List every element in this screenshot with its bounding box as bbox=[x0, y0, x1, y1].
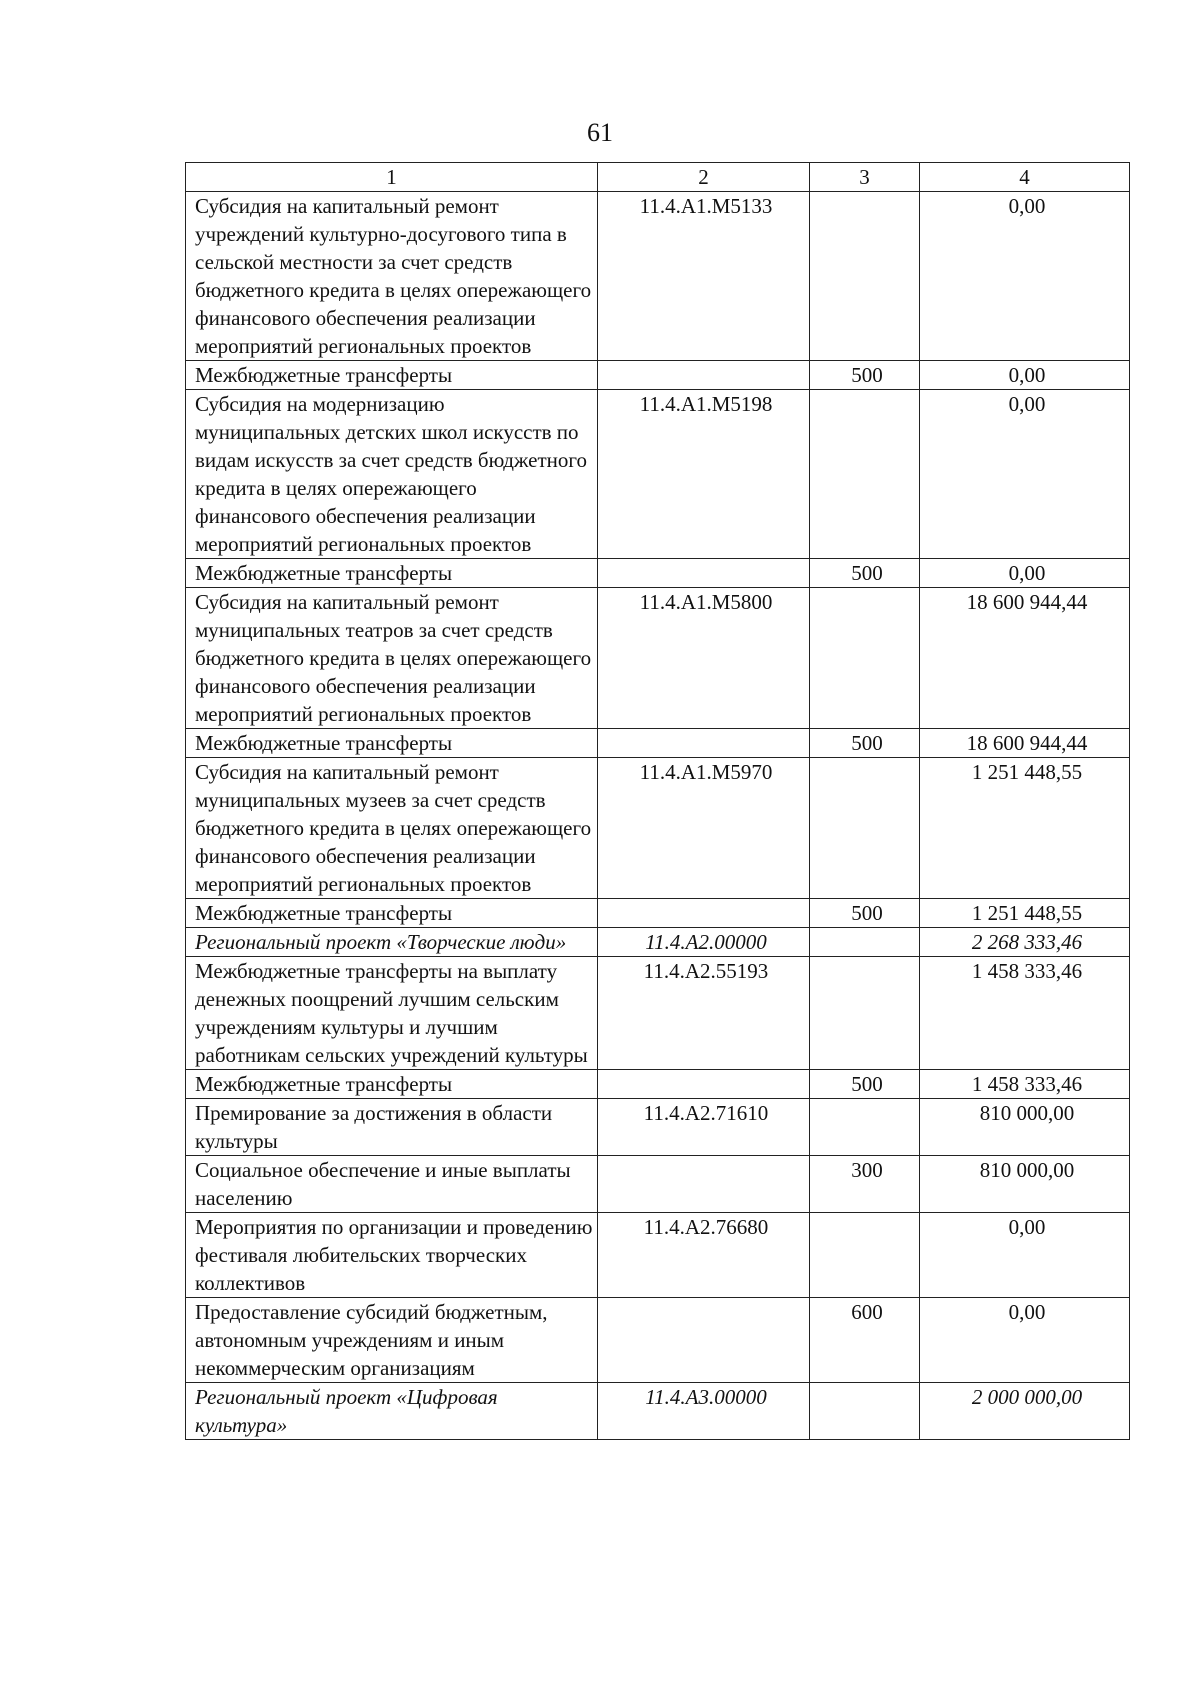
row-code-cell bbox=[598, 729, 810, 758]
row-type-cell bbox=[810, 588, 920, 729]
row-type-cell bbox=[810, 1213, 920, 1298]
table-row bbox=[186, 361, 1130, 390]
header-cell-1: 1 bbox=[186, 163, 598, 192]
row-type-cell: 500 bbox=[810, 1070, 920, 1099]
budget-table bbox=[185, 162, 1130, 1440]
row-name-cell: Межбюджетные трансферты bbox=[186, 361, 598, 390]
header-cell-4: 4 bbox=[920, 163, 1130, 192]
table-row bbox=[186, 1156, 1130, 1213]
row-type-cell bbox=[810, 758, 920, 899]
table-row bbox=[186, 1099, 1130, 1156]
row-code-cell: 11.4.A1.M5970 bbox=[598, 758, 810, 899]
row-amount-cell: 0,00 bbox=[920, 361, 1130, 390]
row-type-cell: 500 bbox=[810, 729, 920, 758]
row-name-cell: Межбюджетные трансферты на выплату денежных поощрений лучшим сельским учреждениям культуры и лучшим работникам сельских учреждений культуры bbox=[186, 957, 598, 1070]
row-name-cell: Субсидия на капитальный ремонт муниципальных музеев за счет средств бюджетного кредита в целях опережающего финансового обеспечения реализации мероприятий региональных проектов bbox=[186, 758, 598, 899]
row-amount-cell: 2 000 000,00 bbox=[920, 1383, 1130, 1440]
row-name-cell: Межбюджетные трансферты bbox=[186, 729, 598, 758]
page-number: 61 bbox=[587, 118, 613, 147]
row-type-cell bbox=[810, 192, 920, 361]
row-name-cell: Субсидия на капитальный ремонт муниципальных театров за счет средств бюджетного кредита в целях опережающего финансового обеспечения реализации мероприятий региональных проектов bbox=[186, 588, 598, 729]
row-code-cell: 11.4.A2.76680 bbox=[598, 1213, 810, 1298]
table-row bbox=[186, 1383, 1130, 1440]
row-name-cell: Премирование за достижения в области культуры bbox=[186, 1099, 598, 1156]
row-code-cell bbox=[598, 1156, 810, 1213]
header-cell-3: 3 bbox=[810, 163, 920, 192]
row-amount-cell: 0,00 bbox=[920, 390, 1130, 559]
row-name-cell: Социальное обеспечение и иные выплаты населению bbox=[186, 1156, 598, 1213]
row-name-cell: Субсидия на модернизацию муниципальных детских школ искусств по видам искусств за счет средств бюджетного кредита в целях опережающего финансового обеспечения реализации мероприятий региональных проектов bbox=[186, 390, 598, 559]
row-code-cell bbox=[598, 899, 810, 928]
row-amount-cell: 810 000,00 bbox=[920, 1099, 1130, 1156]
row-code-cell: 11.4.A1.M5800 bbox=[598, 588, 810, 729]
row-code-cell: 11.4.A1.M5198 bbox=[598, 390, 810, 559]
row-code-cell: 11.4.A3.00000 bbox=[598, 1383, 810, 1440]
table-row bbox=[186, 729, 1130, 758]
table-row bbox=[186, 588, 1130, 729]
header-cell-2: 2 bbox=[598, 163, 810, 192]
table-row bbox=[186, 390, 1130, 559]
table-row bbox=[186, 758, 1130, 899]
row-amount-cell: 18 600 944,44 bbox=[920, 588, 1130, 729]
table-row bbox=[186, 1298, 1130, 1383]
row-code-cell bbox=[598, 1070, 810, 1099]
row-amount-cell: 1 251 448,55 bbox=[920, 899, 1130, 928]
row-type-cell bbox=[810, 928, 920, 957]
row-type-cell: 300 bbox=[810, 1156, 920, 1213]
row-name-cell: Субсидия на капитальный ремонт учреждений культурно-досугового типа в сельской местности за счет средств бюджетного кредита в целях опережающего финансового обеспечения реализации мероприятий региональных проектов bbox=[186, 192, 598, 361]
table-row bbox=[186, 1213, 1130, 1298]
row-amount-cell: 0,00 bbox=[920, 192, 1130, 361]
row-code-cell bbox=[598, 361, 810, 390]
row-name-cell: Предоставление субсидий бюджетным, автономным учреждениям и иным некоммерческим организациям bbox=[186, 1298, 598, 1383]
row-amount-cell: 0,00 bbox=[920, 559, 1130, 588]
row-amount-cell: 810 000,00 bbox=[920, 1156, 1130, 1213]
row-amount-cell: 0,00 bbox=[920, 1298, 1130, 1383]
row-name-cell: Межбюджетные трансферты bbox=[186, 899, 598, 928]
row-code-cell: 11.4.A2.00000 bbox=[598, 928, 810, 957]
row-name-cell: Региональный проект «Цифровая культура» bbox=[186, 1383, 598, 1440]
table-row bbox=[186, 1070, 1130, 1099]
row-type-cell: 500 bbox=[810, 899, 920, 928]
row-type-cell bbox=[810, 1383, 920, 1440]
row-name-cell: Межбюджетные трансферты bbox=[186, 559, 598, 588]
row-amount-cell: 2 268 333,46 bbox=[920, 928, 1130, 957]
table-row bbox=[186, 192, 1130, 361]
row-amount-cell: 1 458 333,46 bbox=[920, 957, 1130, 1070]
row-type-cell bbox=[810, 1099, 920, 1156]
table-row bbox=[186, 559, 1130, 588]
row-amount-cell: 1 251 448,55 bbox=[920, 758, 1130, 899]
table-header-row bbox=[186, 163, 1130, 192]
row-code-cell: 11.4.A2.55193 bbox=[598, 957, 810, 1070]
row-type-cell: 500 bbox=[810, 559, 920, 588]
row-code-cell: 11.4.A2.71610 bbox=[598, 1099, 810, 1156]
row-name-cell: Региональный проект «Творческие люди» bbox=[186, 928, 598, 957]
table-row bbox=[186, 957, 1130, 1070]
row-amount-cell: 0,00 bbox=[920, 1213, 1130, 1298]
row-code-cell bbox=[598, 559, 810, 588]
row-type-cell: 500 bbox=[810, 361, 920, 390]
row-name-cell: Межбюджетные трансферты bbox=[186, 1070, 598, 1099]
row-code-cell bbox=[598, 1298, 810, 1383]
row-amount-cell: 18 600 944,44 bbox=[920, 729, 1130, 758]
row-type-cell: 600 bbox=[810, 1298, 920, 1383]
row-amount-cell: 1 458 333,46 bbox=[920, 1070, 1130, 1099]
table-row bbox=[186, 928, 1130, 957]
table-row bbox=[186, 899, 1130, 928]
row-name-cell: Мероприятия по организации и проведению фестиваля любительских творческих коллективов bbox=[186, 1213, 598, 1298]
table-body bbox=[186, 163, 1130, 1440]
row-type-cell bbox=[810, 957, 920, 1070]
row-type-cell bbox=[810, 390, 920, 559]
row-code-cell: 11.4.A1.M5133 bbox=[598, 192, 810, 361]
